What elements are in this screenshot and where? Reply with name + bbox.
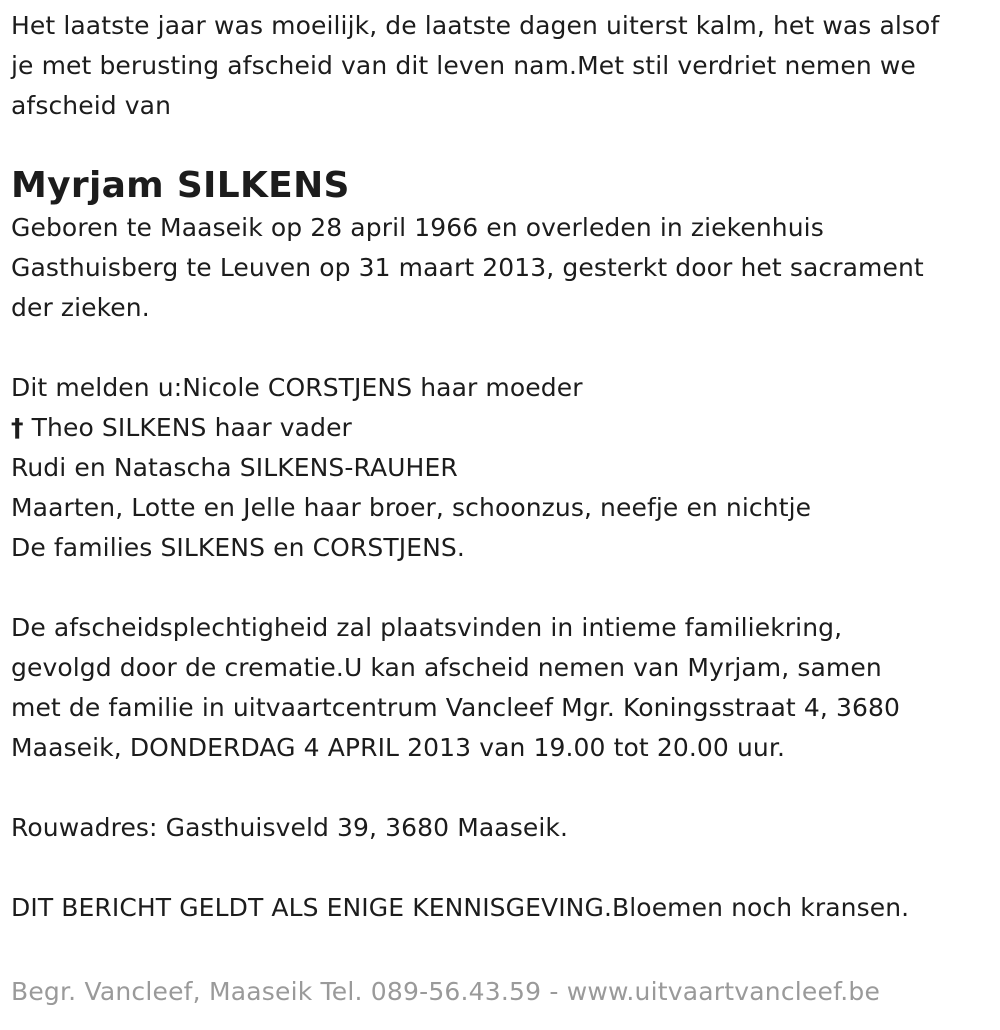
- ceremony-line: met de familie in uitvaartcentrum Vancleef Mgr. Koningsstraat 4, 3680: [11, 693, 900, 722]
- cross-icon: †: [11, 413, 24, 442]
- ceremony-line: De afscheidsplechtigheid zal plaatsvinden in intieme familiekring,: [11, 613, 843, 642]
- family-line-families: De families SILKENS en CORSTJENS.: [11, 533, 465, 562]
- intro-line: afscheid van: [11, 91, 172, 120]
- family-line-relatives: Maarten, Lotte en Jelle haar broer, schoonzus, neefje en nichtje: [11, 493, 812, 522]
- family-line-brother: Rudi en Natascha SILKENS-RAUHER: [11, 453, 458, 482]
- spacer: [11, 848, 996, 888]
- obituary-notice: [11, 6, 996, 928]
- spacer: [11, 768, 996, 808]
- mourning-address: Rouwadres: Gasthuisveld 39, 3680 Maaseik.: [11, 813, 569, 842]
- birth-death-line: Gasthuisberg te Leuven op 31 maart 2013, gesterkt door het sacrament: [11, 253, 924, 282]
- birth-death-line: der zieken.: [11, 293, 150, 322]
- deceased-name: Myrjam SILKENS: [11, 165, 350, 206]
- family-line-mother: Dit melden u:Nicole CORSTJENS haar moeder: [11, 373, 583, 402]
- spacer: [11, 568, 996, 608]
- ceremony-line: gevolgd door de crematie.U kan afscheid nemen van Myrjam, samen: [11, 653, 882, 682]
- ceremony-line: Maaseik, DONDERDAG 4 APRIL 2013 van 19.00 tot 20.00 uur.: [11, 733, 785, 762]
- intro-paragraph: [11, 6, 996, 126]
- family-paragraph: [11, 368, 996, 568]
- ceremony-paragraph: [11, 608, 996, 768]
- funeral-home-footer: Begr. Vancleef, Maaseik Tel. 089-56.43.59 - www.uitvaartvancleef.be: [11, 977, 881, 1006]
- family-line-father: [11, 408, 996, 448]
- spacer: [11, 328, 996, 368]
- birth-death-paragraph: [11, 208, 996, 328]
- intro-line: Het laatste jaar was moeilijk, de laatste dagen uiterst kalm, het was alsof: [11, 11, 940, 40]
- intro-line: je met berusting afscheid van dit leven nam.Met stil verdriet nemen we: [11, 51, 916, 80]
- birth-death-line: Geboren te Maaseik op 28 april 1966 en overleden in ziekenhuis: [11, 213, 824, 242]
- notice-text: DIT BERICHT GELDT ALS ENIGE KENNISGEVING.Bloemen noch kransen.: [11, 893, 910, 922]
- father-name: Theo SILKENS haar vader: [31, 413, 352, 442]
- spacer: [11, 126, 996, 164]
